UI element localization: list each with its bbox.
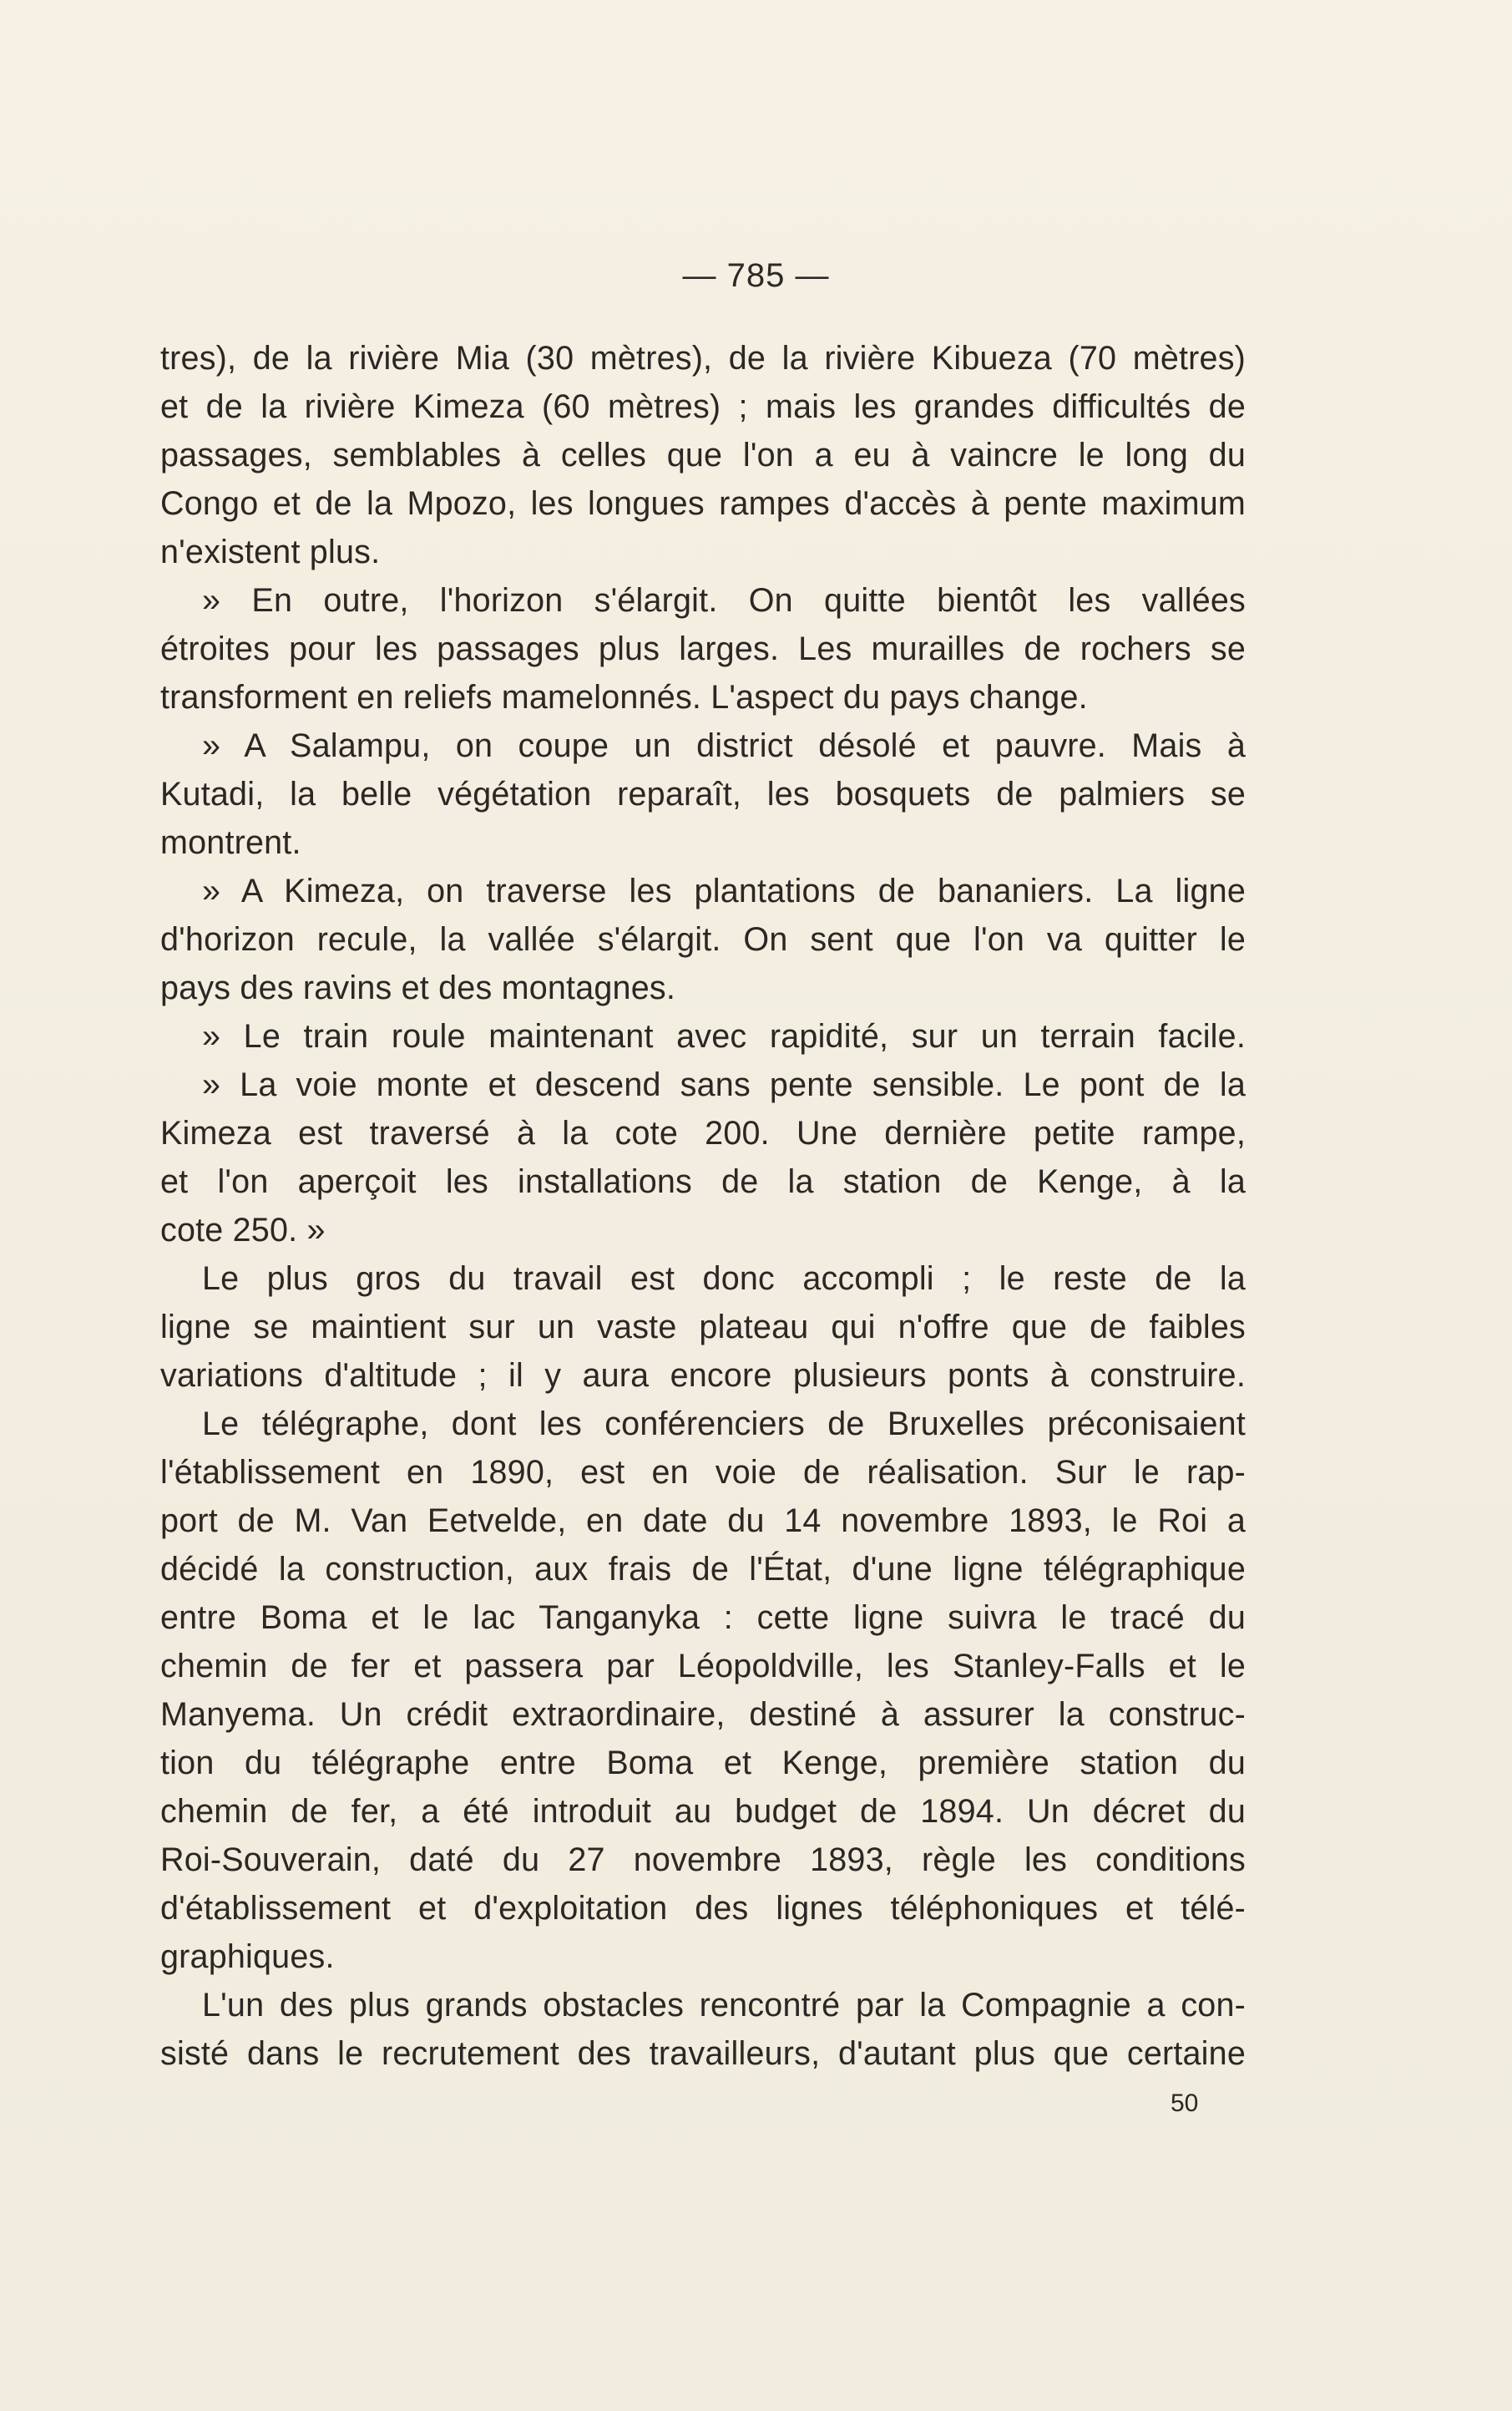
text-line: tion du télégraphe entre Boma et Kenge, première station du [160, 1745, 1246, 1781]
text-line: Kimeza est traversé à la cote 200. Une dernière petite rampe, [160, 1115, 1246, 1152]
text-line: » En outre, l'horizon s'élargit. On quitte bientôt les vallées [202, 582, 1246, 619]
text-line: Kutadi, la belle végétation reparaît, les bosquets de palmiers se [160, 776, 1246, 813]
text-line: étroites pour les passages plus larges. Les murailles de rochers se [160, 631, 1246, 667]
text-line: et de la rivière Kimeza (60 mètres) ; mais les grandes difficultés de [160, 388, 1246, 425]
text-line: sisté dans le recrutement des travailleurs, d'autant plus que certaine [160, 2035, 1246, 2072]
text-line: montrent. [160, 824, 301, 861]
page-number-header: — 785 — [682, 257, 830, 294]
text-line: Manyema. Un crédit extraordinaire, destiné à assurer la construc- [160, 1696, 1246, 1733]
text-line: entre Boma et le lac Tanganyka : cette ligne suivra le tracé du [160, 1599, 1246, 1636]
text-line: » A Salampu, on coupe un district désolé et pauvre. Mais à [202, 727, 1246, 764]
body-text [160, 334, 1246, 2078]
signature-mark: 50 [1171, 2089, 1199, 2117]
text-line: d'horizon recule, la vallée s'élargit. On sent que l'on va quitter le [160, 921, 1246, 958]
text-line: n'existent plus. [160, 534, 381, 570]
text-line: Congo et de la Mpozo, les longues rampes d'accès à pente maximum [160, 485, 1246, 522]
text-line: port de M. Van Eetvelde, en date du 14 novembre 1893, le Roi a [160, 1502, 1246, 1539]
text-line: tres), de la rivière Mia (30 mètres), de la rivière Kibueza (70 mètres) [160, 340, 1246, 377]
text-line: transforment en reliefs mamelonnés. L'aspect du pays change. [160, 679, 1088, 716]
text-line: passages, semblables à celles que l'on a eu à vaincre le long du [160, 437, 1246, 474]
text-line: chemin de fer, a été introduit au budget de 1894. Un décret du [160, 1793, 1246, 1830]
text-line: Le télégraphe, dont les conférenciers de Bruxelles préconisaient [202, 1406, 1246, 1442]
text-line: variations d'altitude ; il y aura encore plusieurs ponts à construire. [160, 1357, 1246, 1394]
text-line: ligne se maintient sur un vaste plateau qui n'offre que de faibles [160, 1309, 1246, 1345]
text-line: pays des ravins et des montagnes. [160, 970, 675, 1006]
text-line: l'établissement en 1890, est en voie de réalisation. Sur le rap- [160, 1454, 1246, 1491]
text-line: » A Kimeza, on traverse les plantations de bananiers. La ligne [202, 873, 1246, 909]
text-line: chemin de fer et passera par Léopoldville, les Stanley-Falls et le [160, 1648, 1246, 1684]
text-line: décidé la construction, aux frais de l'État, d'une ligne télégraphique [160, 1551, 1246, 1588]
text-line: cote 250. » [160, 1212, 326, 1249]
text-line: et l'on aperçoit les installations de la station de Kenge, à la [160, 1163, 1246, 1200]
text-line: d'établissement et d'exploitation des lignes téléphoniques et télé- [160, 1890, 1246, 1927]
text-line: » La voie monte et descend sans pente sensible. Le pont de la [202, 1066, 1246, 1103]
text-line: graphiques. [160, 1938, 335, 1975]
text-line: » Le train roule maintenant avec rapidité, sur un terrain facile. [202, 1018, 1246, 1055]
text-line: Le plus gros du travail est donc accompli ; le reste de la [202, 1260, 1246, 1297]
text-line: L'un des plus grands obstacles rencontré par la Compagnie a con- [202, 1987, 1246, 2024]
text-line: Roi-Souverain, daté du 27 novembre 1893, règle les conditions [160, 1841, 1246, 1878]
